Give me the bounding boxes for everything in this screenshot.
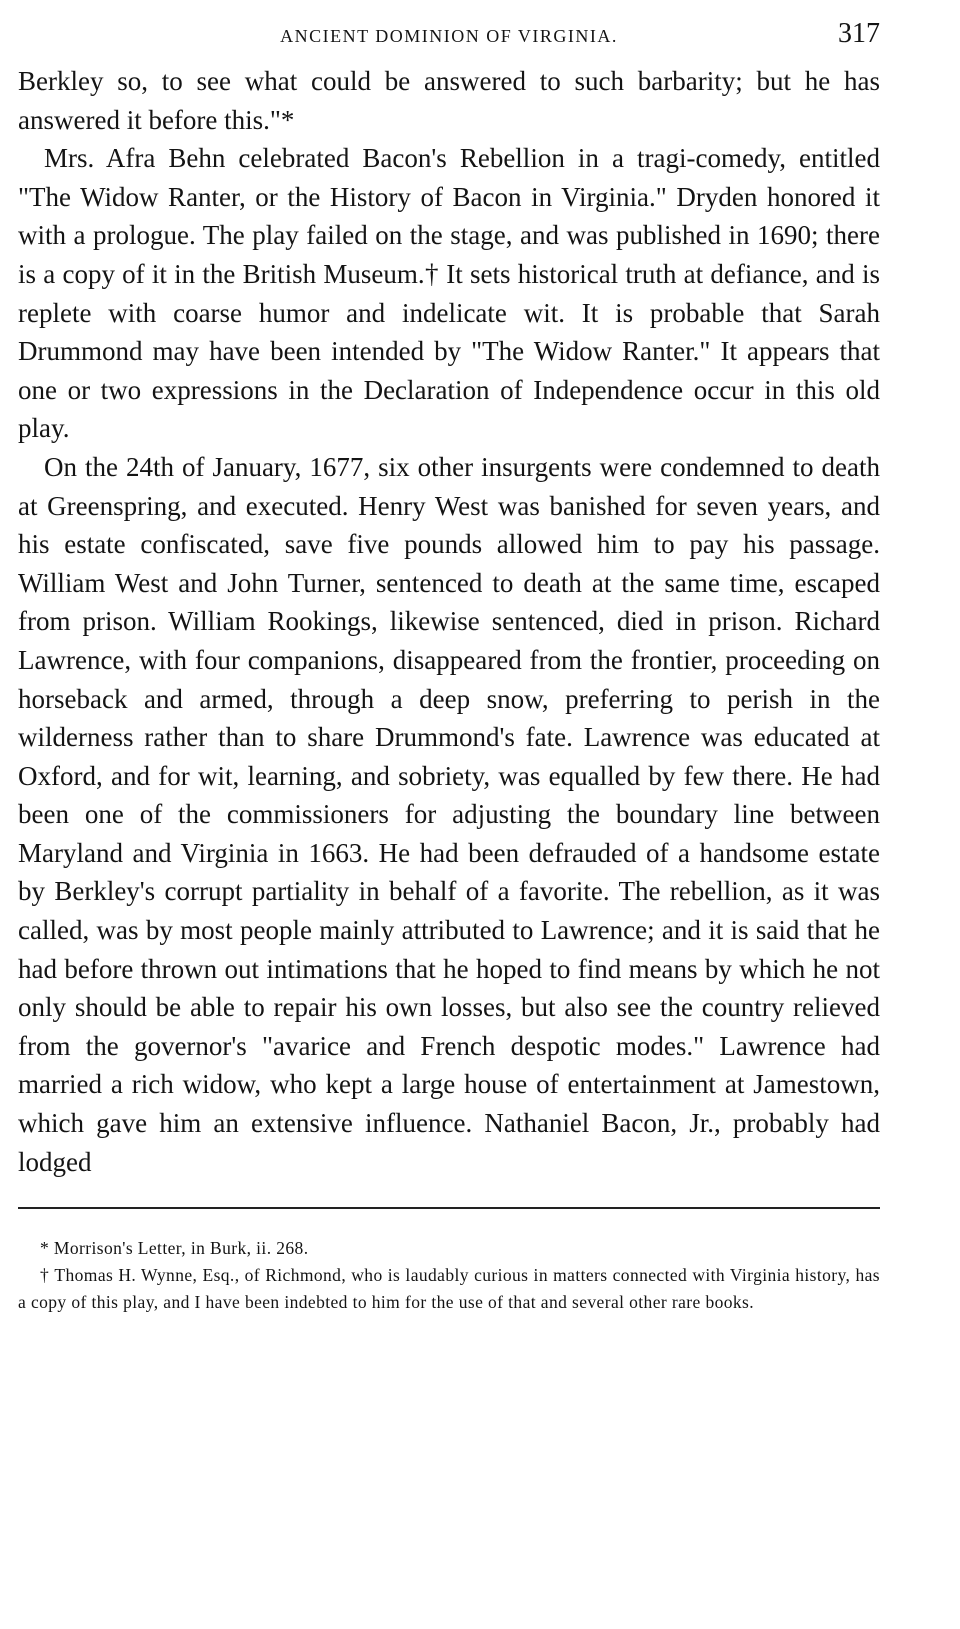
footnote-wynne: † Thomas H. Wynne, Esq., of Richmond, who is laudably curious in matters connected with Virginia history, has a copy of this play, and I have been indebted to him for the use of that and several other rare books. [18,1265,880,1313]
book-page [18,14,880,1614]
footnote-morrison: * Morrison's Letter, in Burk, ii. 268. [40,1238,309,1259]
paragraph-continuation: Berkley so, to see what could be answered to such barbarity; but he has answered it before this."* [18,66,880,135]
paragraph-afra-behn: Mrs. Afra Behn celebrated Bacon's Rebellion in a tragi-comedy, entitled "The Widow Ranter, or the History of Bacon in Virginia." Dryden honored it with a prologue. The play failed on the stage, and was published in 1690; there is a copy of it in the British Museum.† It sets historical truth at defiance, and is replete with coarse humor and indelicate wit. It is probable that Sarah Drummond may have been intended by "The Widow Ranter." It appears that one or two expressions in the Declaration of Independence occur in this old play. [18,143,880,444]
running-title: ANCIENT DOMINION OF VIRGINIA. [280,26,618,46]
page-number: 317 [838,18,880,49]
running-head [18,14,880,54]
paragraph-insurgents: On the 24th of January, 1677, six other insurgents were condemned to death at Greenspring, and executed. Henry West was banished for seven years, and his estate confiscated, save five pounds allowed him to pay his passage. William West and John Turner, sentenced to death at the same time, escaped from prison. William Rookings, likewise sentenced, died in prison. Richard Lawrence, with four companions, disappeared from the frontier, proceeding on horseback and armed, through a deep snow, preferring to perish in the wilderness rather than to share Drummond's fate. Lawrence was educated at Oxford, and for wit, learning, and sobriety, was equalled by few there. He had been one of the commissioners for adjusting the boundary line between Maryland and Virginia in 1663. He had been defrauded of a handsome estate by Berkley's corrupt partiality in behalf of a favorite. The rebellion, as it was called, was by most people mainly attributed to Lawrence; and it is said that he had before thrown out intimations that he hoped to find means by which he not only should be able to repair his own losses, but also see the country relieved from the governor's "avarice and French despotic modes." Lawrence had married a rich widow, who kept a large house of entertainment at Jamestown, which gave him an extensive influence. Nathaniel Bacon, Jr., probably had lodged [18,451,880,1177]
footnote-divider [18,1207,880,1209]
body-text [18,62,880,1181]
footnotes [18,1235,880,1316]
